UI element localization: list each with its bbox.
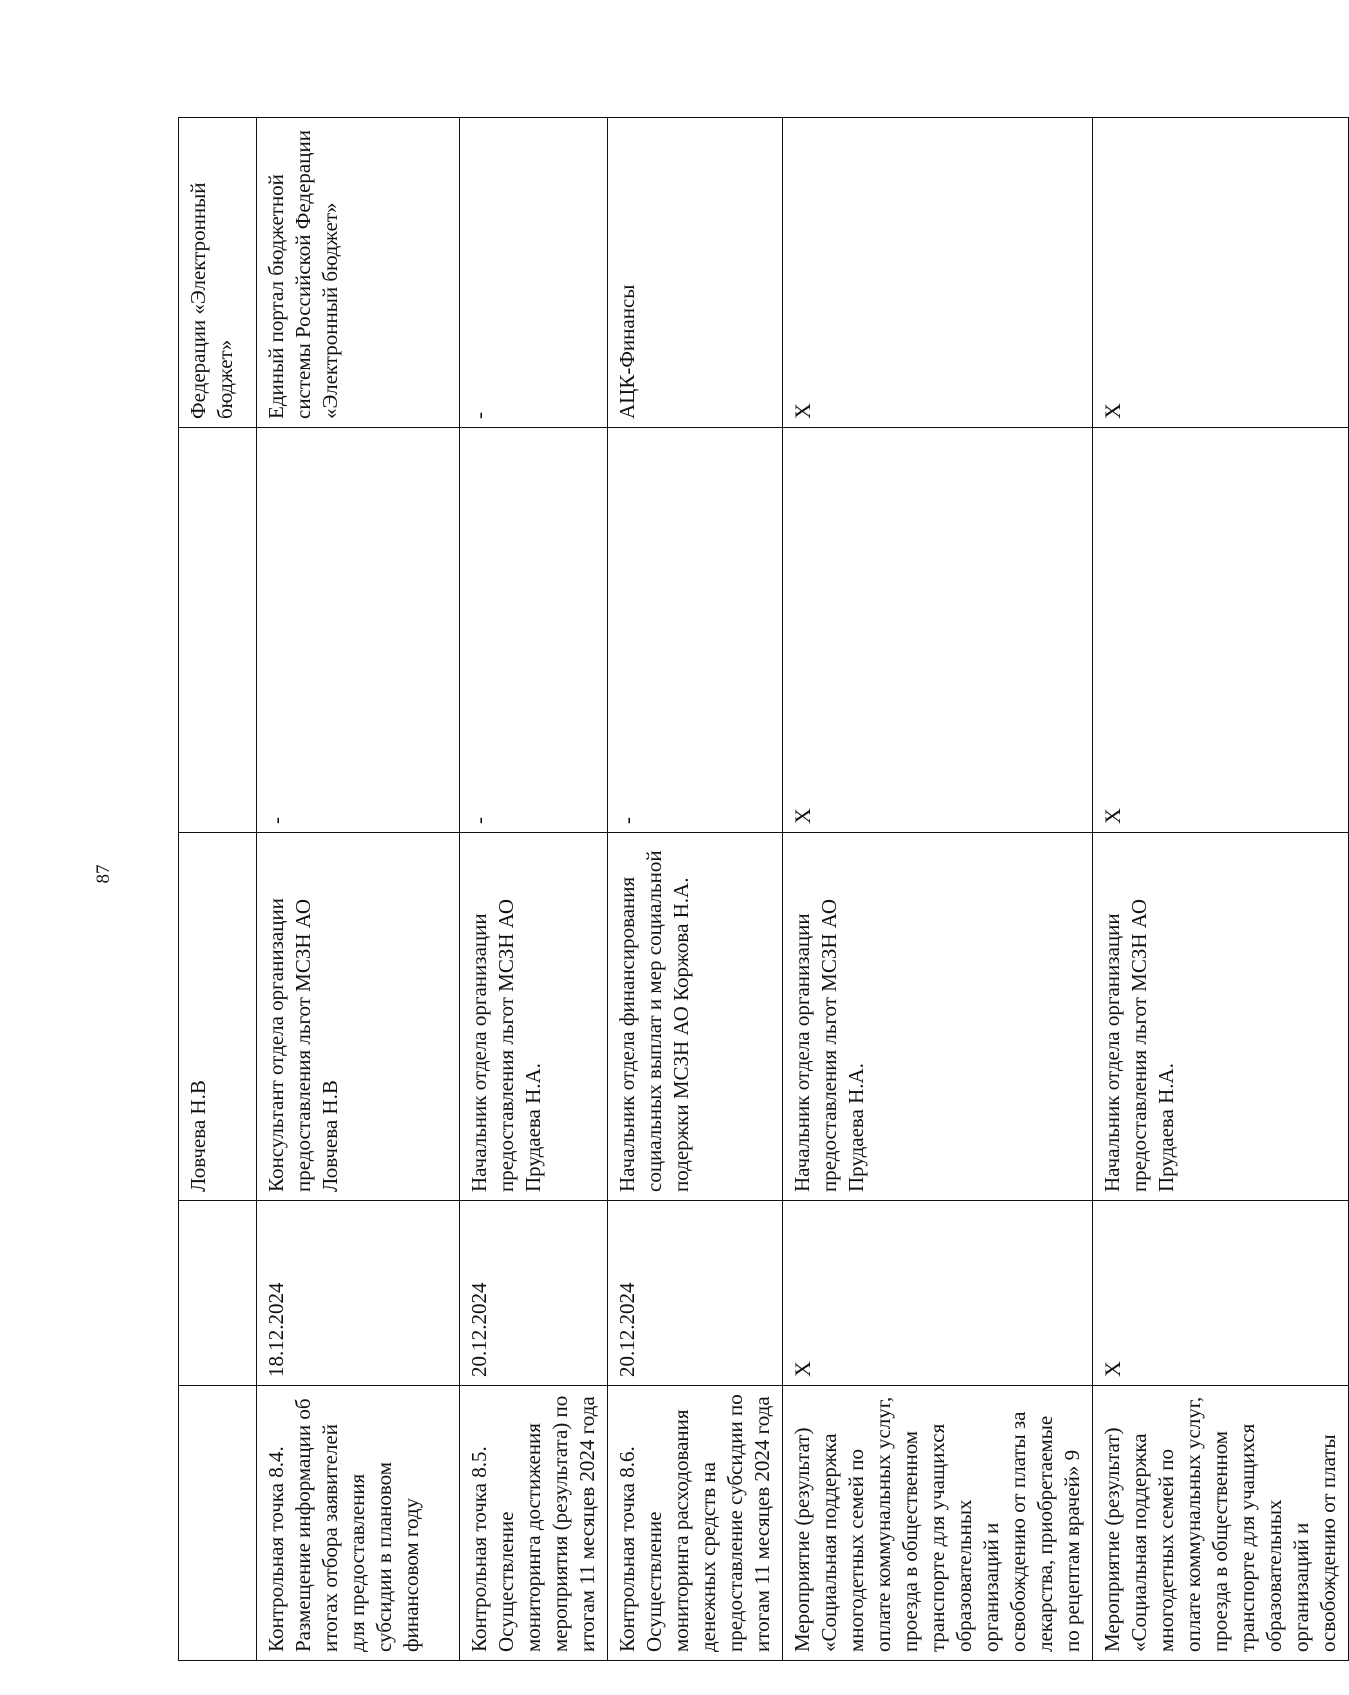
cell-system: АЦК-Финансы	[608, 118, 783, 428]
cell-document: -	[460, 428, 608, 833]
cell-system: Единый портал бюджетной системы Российской Федерации «Электронный бюджет»	[257, 118, 460, 428]
cell-document	[179, 428, 257, 833]
cell-document: -	[608, 428, 783, 833]
cell-date	[179, 1201, 257, 1386]
cell-responsible: Ловчева Н.В	[179, 833, 257, 1201]
cell-responsible: Начальник отдела финансирования социальных выплат и мер социальной подержки МСЗН АО Коржова Н.А.	[608, 833, 783, 1201]
cell-document: X	[783, 428, 1093, 833]
cell-system: -	[460, 118, 608, 428]
cell-system: X	[1093, 118, 1349, 428]
plan-table-container	[178, 118, 1340, 1661]
table-row	[179, 118, 257, 1661]
cell-responsible: Начальник отдела организации предоставления льгот МСЗН АО Прудаева Н.А.	[783, 833, 1093, 1201]
table-row	[783, 118, 1093, 1661]
cell-name: Контрольная точка 8.5. Осуществление мониторинга достижения мероприятия (результата) по итогам 11 месяцев 2024 года	[460, 1386, 608, 1661]
rotated-page-area	[178, 118, 1340, 1661]
cell-responsible: Консультант отдела организации предоставления льгот МСЗН АО Ловчева Н.В	[257, 833, 460, 1201]
plan-table	[178, 117, 1349, 1661]
cell-date: X	[783, 1201, 1093, 1386]
cell-date: X	[1093, 1201, 1349, 1386]
cell-date: 20.12.2024	[608, 1201, 783, 1386]
table-row	[1093, 118, 1349, 1661]
cell-name	[179, 1386, 257, 1661]
table-row	[460, 118, 608, 1661]
cell-responsible: Начальник отдела организации предоставления льгот МСЗН АО Прудаева Н.А.	[1093, 833, 1349, 1201]
table-row	[257, 118, 460, 1661]
cell-name: Контрольная точка 8.4. Размещение информации об итогах отбора заявителей для предоставления субсидии в плановом финансовом году	[257, 1386, 460, 1661]
cell-name: Контрольная точка 8.6. Осуществление мониторинга расходования денежных средств на предоставление субсидии по итогам 11 месяцев 2024 года	[608, 1386, 783, 1661]
cell-responsible: Начальник отдела организации предоставления льгот МСЗН АО Прудаева Н.А.	[460, 833, 608, 1201]
table-row	[608, 118, 783, 1661]
cell-date: 18.12.2024	[257, 1201, 460, 1386]
cell-document: -	[257, 428, 460, 833]
cell-system: X	[783, 118, 1093, 428]
cell-document: X	[1093, 428, 1349, 833]
cell-system: Федерации «Электронный бюджет»	[179, 118, 257, 428]
cell-name: Мероприятие (результат) «Социальная поддержка многодетных семей по оплате коммунальных услуг, проезда в общественном транспорте для учащихся образовательных организаций и освобождению от платы за лекарства, приобретаемые по рецептам врачей» 9	[783, 1386, 1093, 1661]
cell-date: 20.12.2024	[460, 1201, 608, 1386]
cell-name: Мероприятие (результат) «Социальная поддержка многодетных семей по оплате коммунальных услуг, проезда в общественном транспорте для учащихся образовательных организаций и освобождению от платы	[1093, 1386, 1349, 1661]
page-number: 87	[93, 864, 114, 884]
